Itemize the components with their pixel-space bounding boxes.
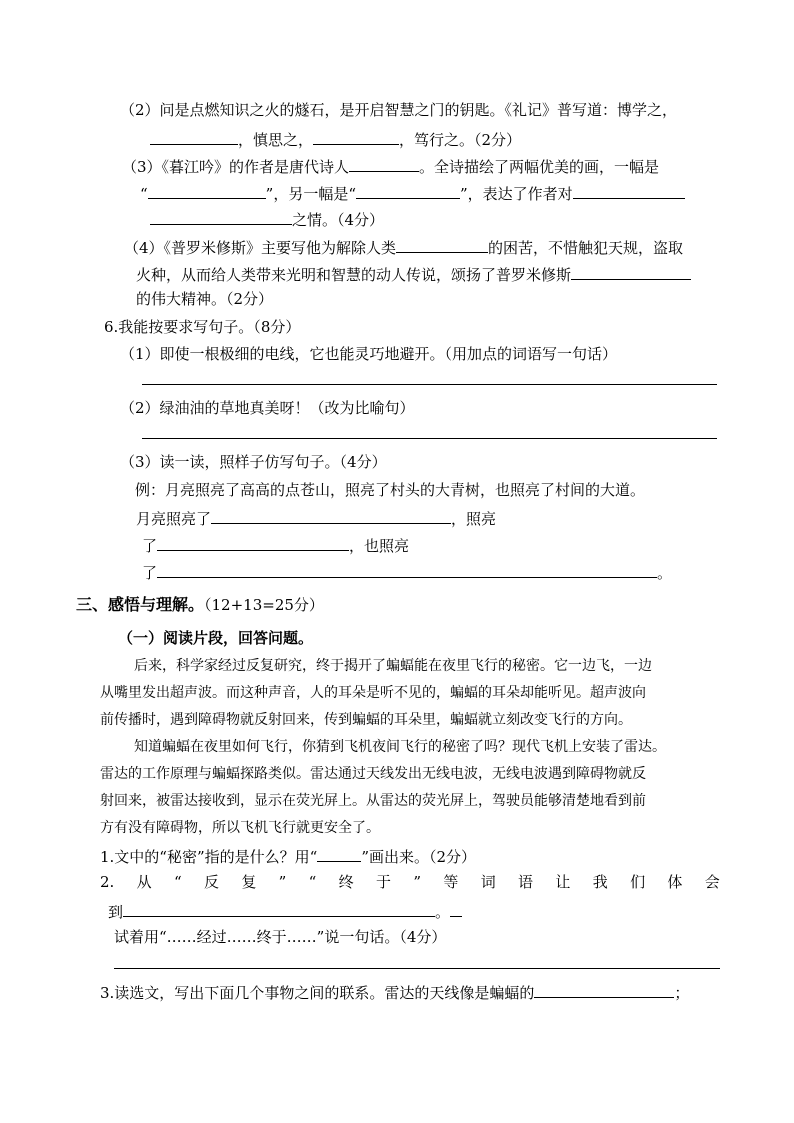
q2-word: 们 [630,873,646,891]
q2-word: ” [413,873,422,891]
q5-item2-line1: （2）问是点燃知识之火的燧石，是开启智慧之门的钥匙。《礼记》普写道：博学之， [120,101,678,119]
q6-item3-title: （3）读一读，照样子仿写句子。（4分） [120,453,387,471]
q2-word: 我 [592,873,608,891]
answer-blank[interactable] [157,534,349,551]
answer-blank[interactable] [211,507,451,524]
q5-item4-line2: 火种，从而给人类带来光明和智慧的动人传说，颂扬了普罗米修斯 [136,263,691,285]
q5-item3-line2: “ ”，另一幅是“ ”，表达了作者对 [140,182,685,204]
answer-blank[interactable] [534,981,674,998]
s3-q2-line3: 试着用“……经过……终于……”说一句话。（4分） [114,928,447,946]
answer-blank[interactable] [571,263,691,280]
q2-word: 终 [338,873,354,891]
s3-q2-line2: 到 。 [108,900,462,922]
passage-line: 雷达的工作原理与蝙蝠探路类似。雷达通过天线发出无线电波，无线电波遇到障碍物就反 [100,766,646,782]
answer-blank[interactable] [150,128,238,145]
q5-item4-line3: 的伟大精神。（2分） [136,290,274,308]
section3-part1-title: （一）阅读片段，回答问题。 [118,629,314,647]
q6-title: 6.我能按要求写句子。（8分） [104,318,301,336]
s3-q3: 3.读选文，写出下面几个事物之间的联系。雷达的天线像是蝙蝠的 ； [100,981,689,1003]
q5-item3-line1: （3）《暮江吟》的作者是唐代诗人 。全诗描绘了两幅优美的画，一幅是 [122,155,659,177]
q2-word: 让 [555,873,571,891]
answer-blank[interactable] [148,182,266,199]
q2-word: 反 [203,873,219,891]
passage-line: 知道蝙蝠在夜里如何飞行，你猜到飞机夜间飞行的秘密了吗？现代飞机上安装了雷达。 [134,739,666,755]
q2-word: ” [278,873,287,891]
answer-blank[interactable] [313,128,399,145]
answer-blank[interactable] [349,155,419,172]
answer-blank[interactable] [356,182,460,199]
q6-item3-line1: 月亮照亮了 ，照亮 [136,507,496,529]
answer-blank[interactable] [396,236,488,253]
q6-item1: （1）即使一根极细的电线，它也能灵巧地避开。（用加点的词语写一句话） [120,345,618,363]
answer-line[interactable] [142,384,717,385]
passage-line: 后来，科学家经过反复研究，终于揭开了蝙蝠能在夜里飞行的秘密。它一边飞，一边 [134,658,652,674]
q2-word: 等 [443,873,459,891]
answer-blank[interactable] [573,182,685,199]
answer-blank[interactable] [150,208,292,225]
passage-line: 方有没有障碍物，所以飞机飞行就更安全了。 [100,820,380,836]
q5-item2-line2: ，慎思之， ，笃行之。（2分） [150,128,521,150]
q6-item2: （2）绿油油的草地真美呀！（改为比喻句） [120,399,415,417]
q6-item3-example: 例：月亮照亮了高高的点苍山，照亮了村头的大青树，也照亮了村间的大道。 [135,481,646,499]
q5-item3-line3: 之情。（4分） [150,208,384,230]
q2-word: “ [308,873,317,891]
passage-line: 射回来，被雷达接收到，显示在荧光屏上。从雷达的荧光屏上，驾驶员能够清楚地看到前 [100,793,646,809]
q2-word: 于 [376,873,392,891]
q6-item3-line3: 了 。 [142,561,672,583]
q6-item3-line2: 了 ，也照亮 [142,534,409,556]
passage-line: 前传播时，遇到障碍物就反射回来，传到蝙蝠的耳朵里，蝙蝠就立刻改变飞行的方向。 [100,712,632,728]
q2-word: 语 [518,873,534,891]
answer-blank[interactable] [157,561,657,578]
answer-blank[interactable] [123,900,435,917]
q2-word: 词 [480,873,496,891]
q2-word: 从 [136,873,152,891]
answer-blank[interactable] [450,900,462,917]
q5-item4-line1: （4）《普罗米修斯》主要写他为解除人类 的困苦，不惜触犯天规，盗取 [124,236,683,258]
passage-line: 从嘴里发出超声波。而这种声音，人的耳朵是听不见的，蝙蝠的耳朵却能听见。超声波向 [100,685,646,701]
answer-blank[interactable] [317,845,361,862]
answer-line[interactable] [114,968,720,969]
s3-q2-line1 [100,872,720,892]
section3-heading: 三、感悟与理解。（12+13=25分） [76,595,324,614]
q2-word: “ [173,873,182,891]
q2-word: 复 [241,873,257,891]
q2-word: 2. [100,873,115,891]
q2-word: 体 [667,873,683,891]
s3-q1: 1.文中的“秘密”指的是什么？用“ ”画出来。（2分） [100,845,476,867]
answer-line[interactable] [142,438,717,439]
q2-word: 会 [704,873,720,891]
